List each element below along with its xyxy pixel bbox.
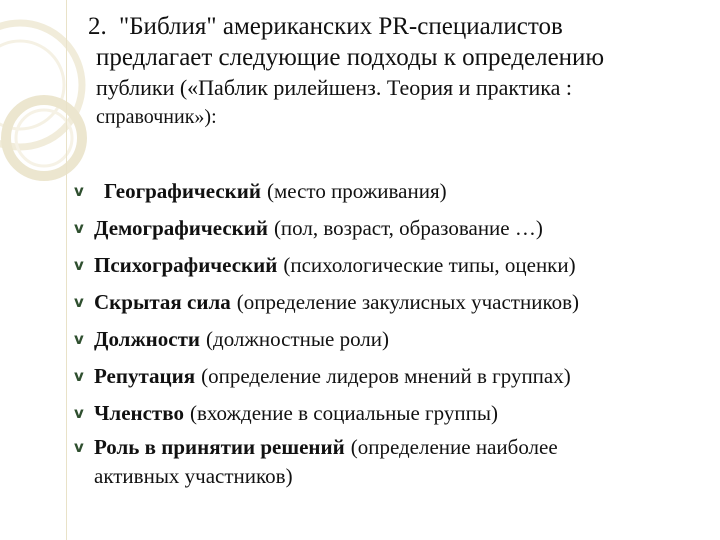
intro-paragraph xyxy=(88,12,708,131)
intro-line-4: справочник»): xyxy=(96,106,217,128)
item-description: (определение закулисных участников) xyxy=(236,290,579,314)
list-item xyxy=(74,173,714,210)
checkmark-v-icon: v xyxy=(74,367,84,385)
item-term: Членство xyxy=(94,401,184,425)
item-description-continuation: активных участников) xyxy=(94,464,293,488)
intro-line-2: предлагает следующие подходы к определению xyxy=(96,44,605,71)
item-description: (должностные роли) xyxy=(206,327,390,351)
item-term: Скрытая сила xyxy=(94,290,231,314)
checkmark-v-icon: v xyxy=(74,182,84,200)
list-item xyxy=(74,247,714,284)
list-item xyxy=(74,358,714,395)
checkmark-v-icon: v xyxy=(74,438,84,456)
item-term: Географический xyxy=(104,179,261,203)
item-term: Репутация xyxy=(94,364,196,388)
checkmark-v-icon: v xyxy=(74,256,84,274)
list-item xyxy=(74,395,714,432)
item-description: (определение наиболее xyxy=(350,435,558,459)
checkmark-v-icon: v xyxy=(74,293,84,311)
checkmark-v-icon: v xyxy=(74,404,84,422)
checkmark-v-icon: v xyxy=(74,219,84,237)
decorative-vertical-line xyxy=(66,0,67,540)
item-description: (психологические типы, оценки) xyxy=(283,253,576,277)
intro-line-1: "Библия" американских PR-специалистов xyxy=(119,13,563,40)
item-term: Должности xyxy=(94,327,201,351)
item-term: Роль в принятии решений xyxy=(94,435,345,459)
intro-line-3: публики («Паблик рилейшенз. Теория и практика : xyxy=(96,75,572,100)
list-item xyxy=(74,321,714,358)
item-description: (определение лидеров мнений в группах) xyxy=(201,364,571,388)
item-term: Психографический xyxy=(94,253,278,277)
item-description: (вхождение в социальные группы) xyxy=(189,401,498,425)
list-item xyxy=(74,284,714,321)
list-item xyxy=(74,210,714,247)
list-item xyxy=(74,432,714,463)
item-description: (место проживания) xyxy=(266,179,447,203)
item-description: (пол, возраст, образование …) xyxy=(273,216,543,240)
item-term: Демографический xyxy=(94,216,268,240)
approaches-list xyxy=(74,173,714,489)
intro-number: 2. xyxy=(88,13,107,40)
checkmark-v-icon: v xyxy=(74,330,84,348)
